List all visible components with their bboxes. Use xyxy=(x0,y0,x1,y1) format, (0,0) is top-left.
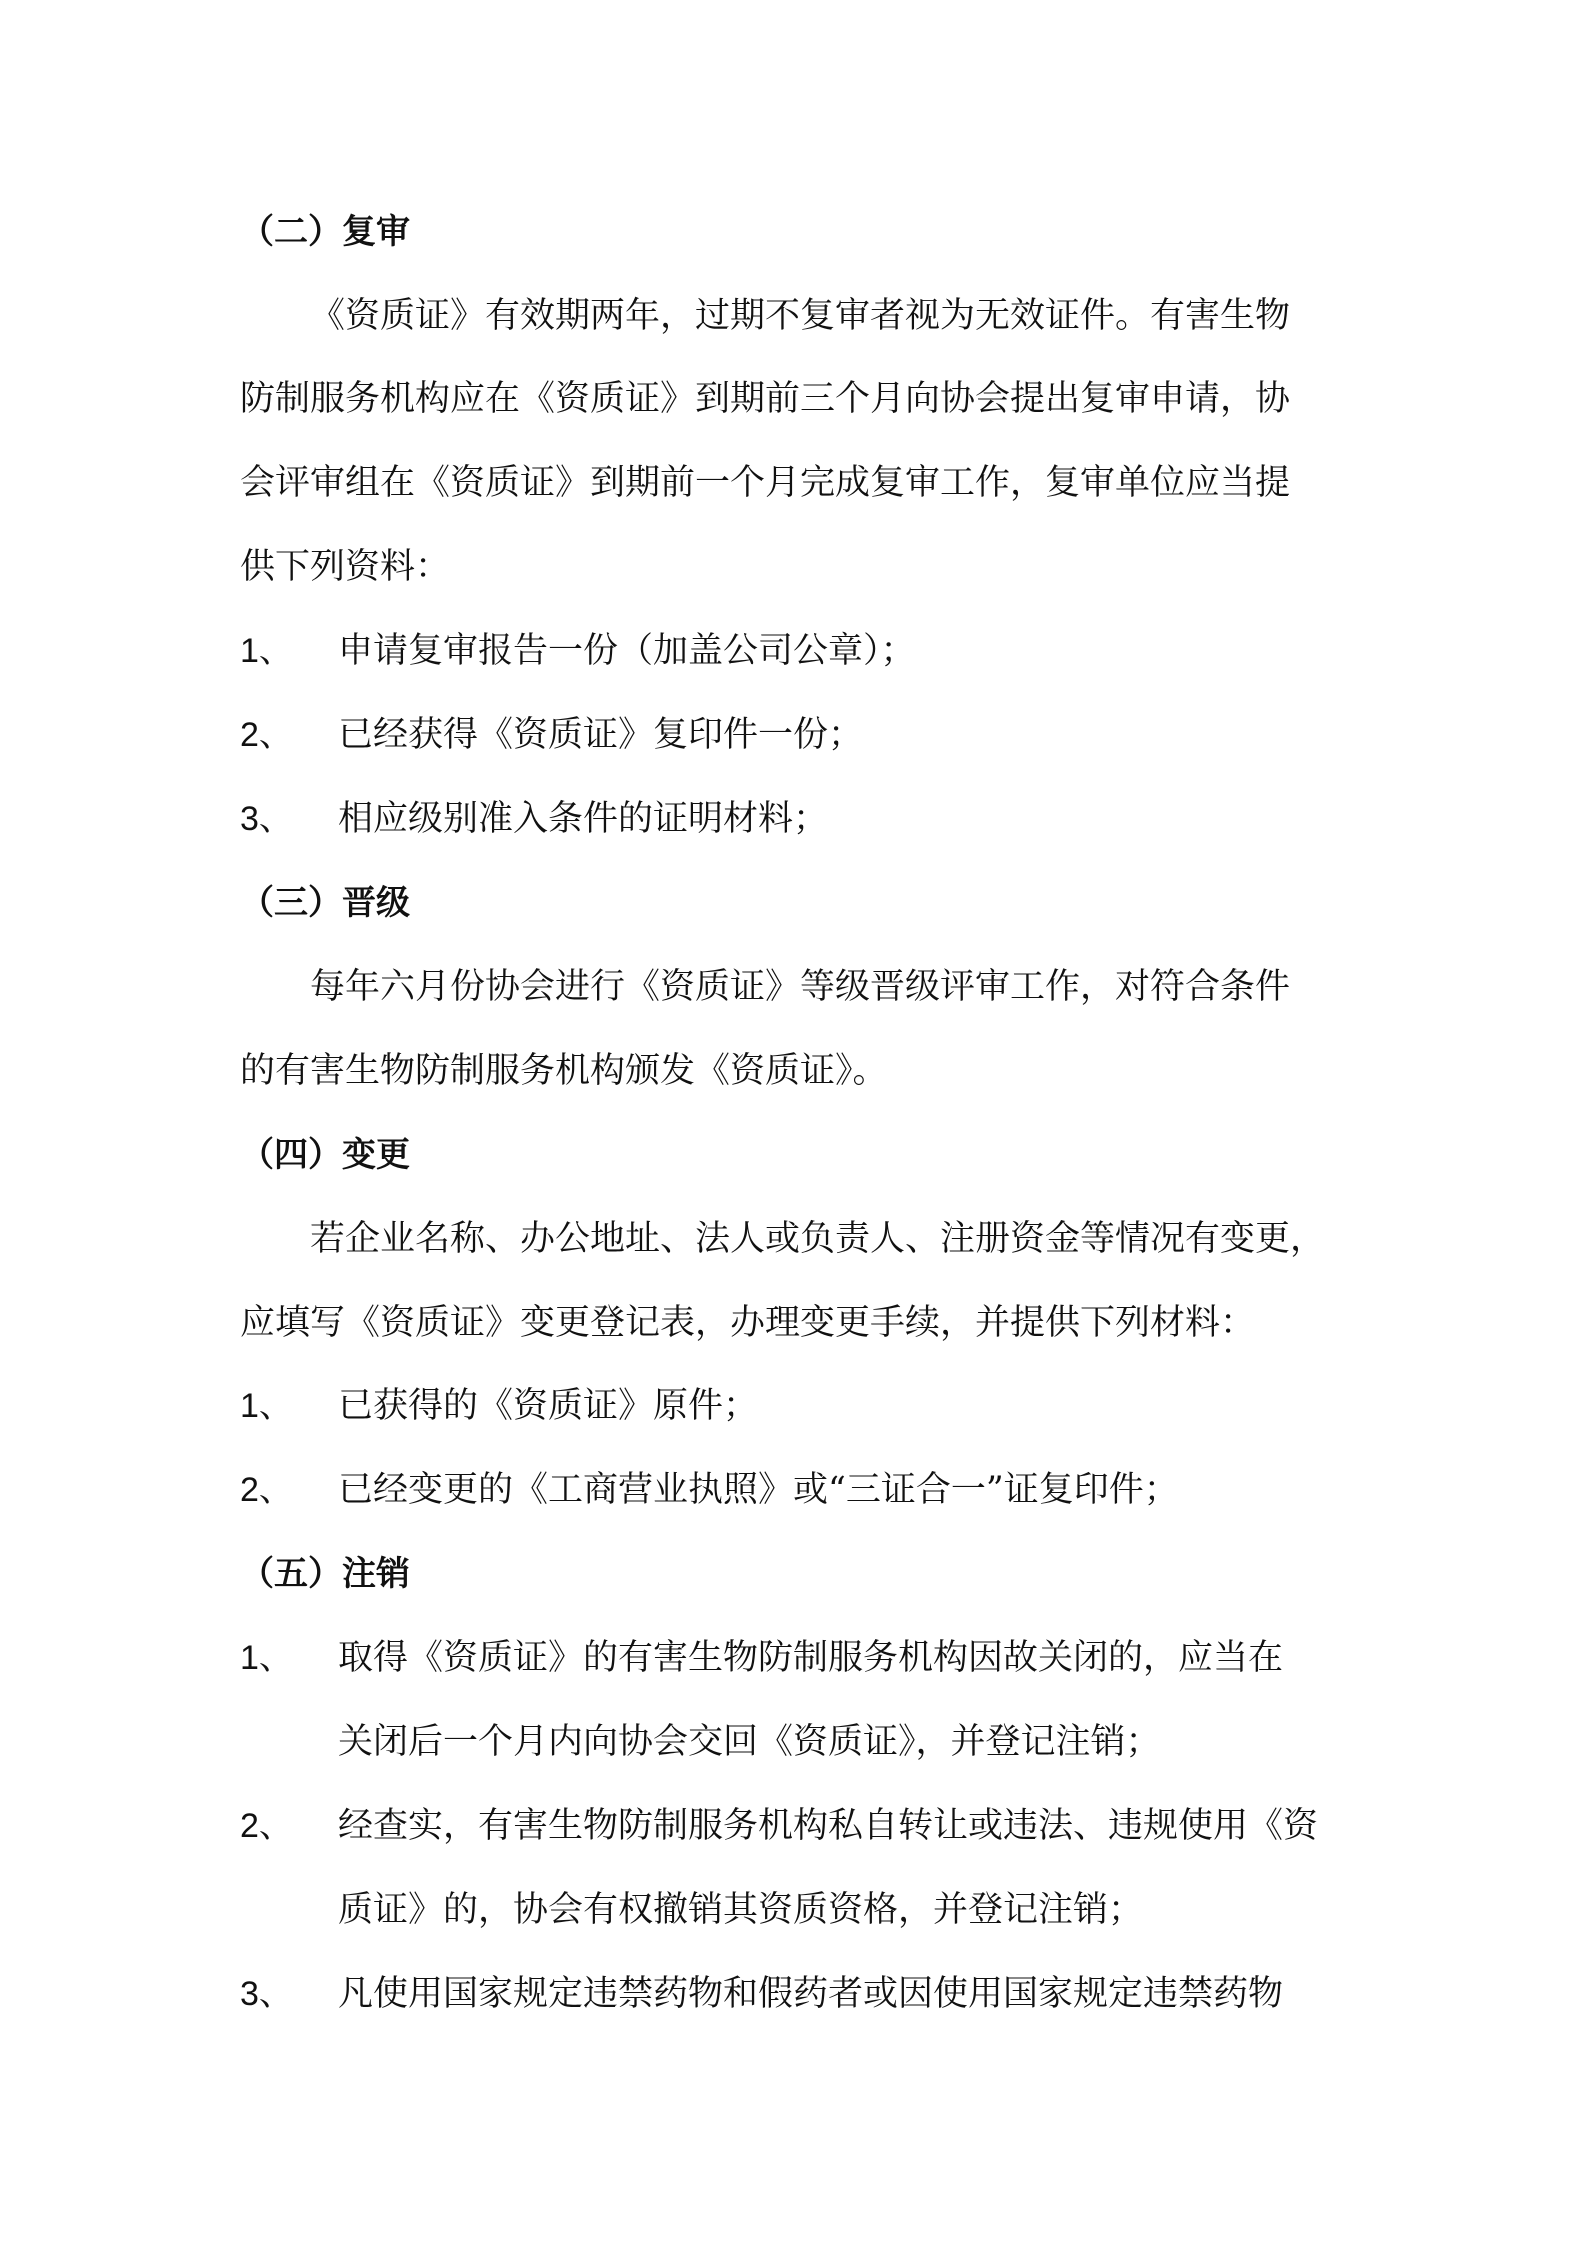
list-item-number: 2、 xyxy=(240,716,293,754)
section-heading-review: （二）复审 xyxy=(240,212,410,252)
list-item-text: 取得《资质证》的有害生物防制服务机构因故关闭的，应当在 xyxy=(338,1638,1284,1678)
paragraph-line: 《资质证》有效期两年，过期不复审者视为无效证件。有害生物 xyxy=(310,296,1291,336)
list-item-number: 3、 xyxy=(240,800,293,838)
paragraph-line: 防制服务机构应在《资质证》到期前三个月向协会提出复审申请，协 xyxy=(240,379,1291,419)
section-heading-upgrade: （三）晋级 xyxy=(240,883,410,923)
list-item-text: 质证》的，协会有权撤销其资质资格，并登记注销； xyxy=(338,1890,1144,1930)
list-item-text: 已经获得《资质证》复印件一份； xyxy=(338,715,864,755)
paragraph-line: 应填写《资质证》变更登记表，办理变更手续，并提供下列材料： xyxy=(240,1303,1256,1343)
list-item-text: 申请复审报告一份（加盖公司公章）； xyxy=(338,631,916,671)
paragraph-line: 会评审组在《资质证》到期前一个月完成复审工作，复审单位应当提 xyxy=(240,463,1291,503)
paragraph-line: 若企业名称、办公地址、法人或负责人、注册资金等情况有变更， xyxy=(310,1219,1326,1259)
list-item-number: 1、 xyxy=(240,1387,293,1425)
section-heading-cancel: （五）注销 xyxy=(240,1554,410,1594)
list-item-text: 凡使用国家规定违禁药物和假药者或因使用国家规定违禁药物 xyxy=(338,1974,1284,2014)
list-item-number: 1、 xyxy=(240,1639,293,1677)
list-item-text: 已获得的《资质证》原件； xyxy=(338,1386,759,1426)
list-item-text: 经查实，有害生物防制服务机构私自转让或违法、违规使用《资 xyxy=(338,1806,1319,1846)
list-item-number: 3、 xyxy=(240,1975,293,2013)
paragraph-line: 的有害生物防制服务机构颁发《资质证》。 xyxy=(240,1051,888,1091)
list-item-number: 2、 xyxy=(240,1807,293,1845)
list-item-text: 相应级别准入条件的证明材料； xyxy=(338,799,829,839)
section-heading-change: （四）变更 xyxy=(240,1135,410,1175)
list-item-text: 已经变更的《工商营业执照》或“三证合一”证复印件； xyxy=(338,1470,1179,1510)
list-item-number: 2、 xyxy=(240,1471,293,1509)
paragraph-line: 供下列资料： xyxy=(240,547,451,587)
paragraph-line: 每年六月份协会进行《资质证》等级晋级评审工作，对符合条件 xyxy=(310,967,1291,1007)
list-item-number: 1、 xyxy=(240,632,293,670)
list-item-text: 关闭后一个月内向协会交回《资质证》，并登记注销； xyxy=(338,1722,1161,1762)
